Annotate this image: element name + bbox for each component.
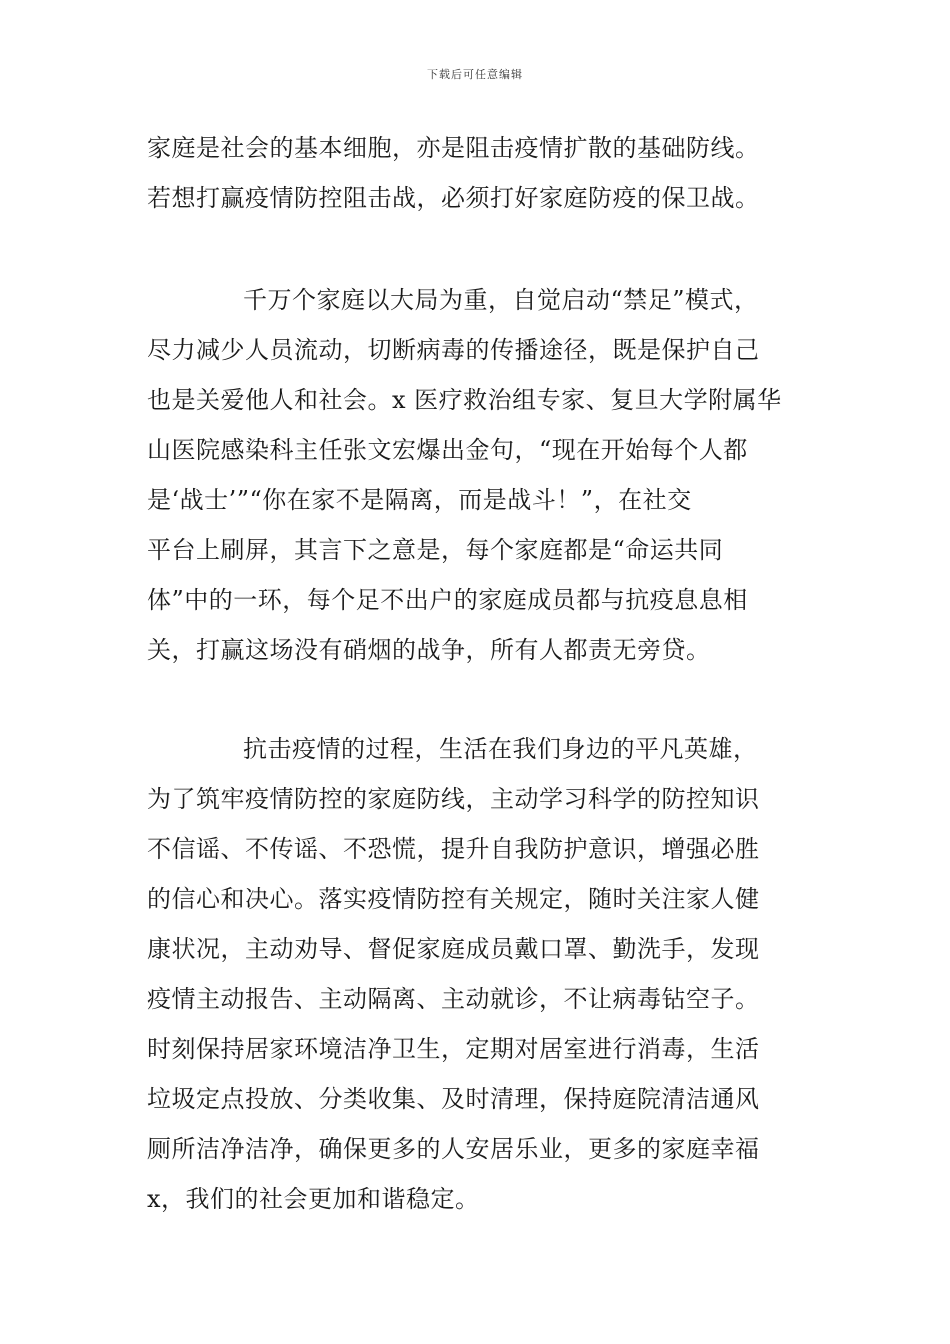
paragraph-3-line-6: 疫情主动报告、主动隔离、主动就诊，不让病毒钻空子。 [147,985,760,1013]
paragraph-2-line-4: 山医院感染科主任张文宏爆出金句，“现在开始每个人都 [147,436,748,464]
paragraph-3-line-1: 抗击疫情的过程，生活在我们身边的平凡英雄， [243,735,758,763]
paragraph-2-line-7: 体”中的一环，每个足不出户的家庭成员都与抗疫息息相 [147,586,748,614]
paragraph-2-line-6: 平台上刷屏，其言下之意是，每个家庭都是“命运共同 [147,536,724,564]
paragraph-1-line-2: 若想打赢疫情防控阻击战，必须打好家庭防疫的保卫战。 [147,184,760,212]
paragraph-2-line-5: 是‘战士’”“你在家不是隔离，而是战斗！”，在社交 [147,486,692,514]
paragraph-3-line-9: 厕所洁净洁净，确保更多的人安居乐业，更多的家庭幸福 [147,1135,760,1163]
paragraph-3-line-2: 为了筑牢疫情防控的家庭防线，主动学习科学的防控知识 [147,785,760,813]
page-header: 下载后可任意编辑 [427,68,523,81]
paragraph-2-line-3: 也是关爱他人和社会。x 医疗救治组专家、复旦大学附属华 [147,386,782,414]
paragraph-3-line-10: x，我们的社会更加和谐稳定。 [147,1185,480,1213]
paragraph-1-line-1: 家庭是社会的基本细胞，亦是阻击疫情扩散的基础防线。 [147,134,760,162]
paragraph-3-line-4: 的信心和决心。落实疫情防控有关规定，随时关注家人健 [147,885,760,913]
paragraph-2-line-2: 尽力减少人员流动，切断病毒的传播途径，既是保护自己 [147,336,760,364]
paragraph-2-line-1: 千万个家庭以大局为重，自觉启动“禁足”模式， [243,286,759,314]
paragraph-3-line-8: 垃圾定点投放、分类收集、及时清理，保持庭院清洁通风 [147,1085,760,1113]
paragraph-3-line-7: 时刻保持居家环境洁净卫生，定期对居室进行消毒，生活 [147,1035,760,1063]
paragraph-2-line-8: 关，打赢这场没有硝烟的战争，所有人都责无旁贷。 [147,636,711,664]
paragraph-3-line-3: 不信谣、不传谣、不恐慌，提升自我防护意识，增强必胜 [147,835,760,863]
paragraph-3-line-5: 康状况，主动劝导、督促家庭成员戴口罩、勤洗手，发现 [147,935,760,963]
